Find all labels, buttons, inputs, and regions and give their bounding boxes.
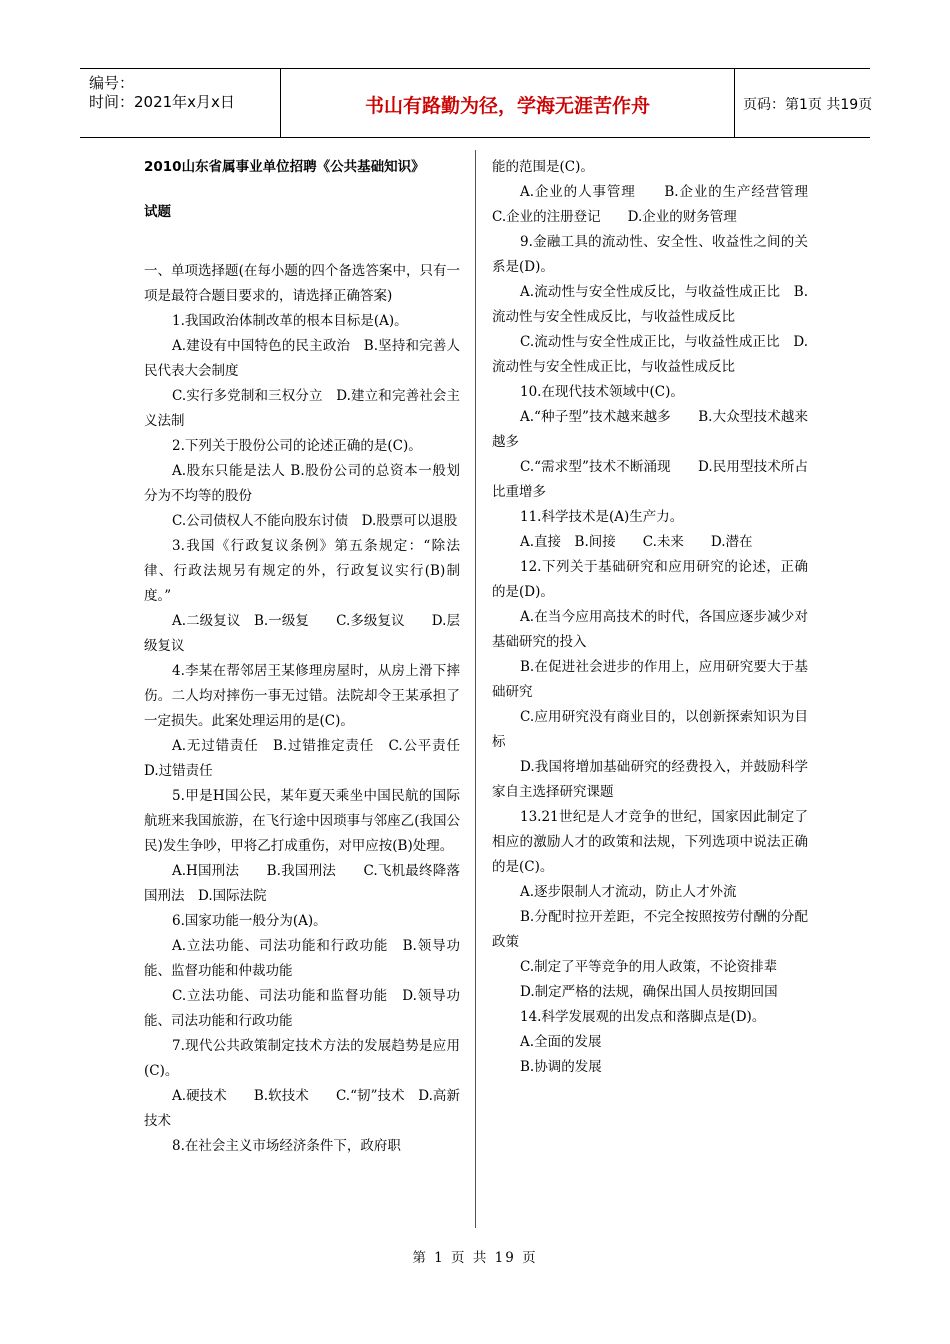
answer-options: A.流动性与安全性成反比，与收益性成正比 B.流动性与安全性成反比，与收益性成反比 bbox=[492, 284, 808, 325]
question-text: 5.甲是H国公民，某年夏天乘坐中国民航的国际航班来我国旅游，在飞行途中因琐事与邻座乙(我国公民)发生争吵，甲将乙打成重伤，对甲应按(B)处理。 bbox=[144, 788, 460, 854]
header-meta-cell bbox=[80, 69, 280, 137]
answer-options: A.立法功能、司法功能和行政功能 B.领导功能、监督功能和仲裁功能 bbox=[144, 938, 460, 979]
answer-options: C.实行多党制和三权分立 D.建立和完善社会主义法制 bbox=[144, 388, 460, 429]
answer-options: A.建设有中国特色的民主政治 B.坚持和完善人民代表大会制度 bbox=[144, 338, 460, 379]
answer-options: A.企业的人事管理 B.企业的生产经营管理 C.企业的注册登记 D.企业的财务管理 bbox=[492, 184, 822, 225]
answer-option: A.全面的发展 bbox=[520, 1034, 602, 1050]
doc-title-line1: 2010山东省属事业单位招聘《公共基础知识》 bbox=[144, 159, 425, 175]
left-column bbox=[144, 155, 474, 1159]
answer-option: C.制定了平等竞争的用人政策，不论资排辈 bbox=[520, 959, 778, 975]
question-text: 14.科学发展观的出发点和落脚点是(D)。 bbox=[520, 1009, 766, 1025]
answer-option: C.应用研究没有商业目的，以创新探索知识为目标 bbox=[492, 709, 808, 750]
header-motto-cell bbox=[280, 69, 735, 137]
question-text: 10.在现代技术领域中(C)。 bbox=[520, 384, 684, 400]
answer-options: A.直接 B.间接 C.未来 D.潜在 bbox=[520, 534, 753, 550]
page-footer: 第 1 页 共 19 页 bbox=[412, 1250, 538, 1266]
answer-options: A.二级复议 B.一级复 C.多级复议 D.层级复议 bbox=[144, 613, 460, 654]
answer-options: C.公司债权人不能向股东讨债 D.股票可以退股 bbox=[172, 513, 458, 529]
question-text: 2.下列关于股份公司的论述正确的是(C)。 bbox=[172, 438, 422, 454]
question-text: 4.李某在帮邻居王某修理房屋时，从房上滑下摔伤。二人均对摔伤一事无过错。法院却令王某承担了一定损失。此案处理运用的是(C)。 bbox=[144, 663, 460, 729]
answer-options: A.无过错责任 B.过错推定责任 C.公平责任 D.过错责任 bbox=[144, 738, 474, 779]
answer-options: A.股东只能是法人 B.股份公司的总资本一般划分为不均等的股份 bbox=[144, 463, 460, 504]
question-text: 12.下列关于基础研究和应用研究的论述，正确的是(D)。 bbox=[492, 559, 808, 600]
answer-option: A.在当今应用高技术的时代，各国应逐步减少对基础研究的投入 bbox=[492, 609, 808, 650]
answer-options: C.立法功能、司法功能和监督功能 D.领导功能、司法功能和行政功能 bbox=[144, 988, 460, 1029]
answer-options: A.H国刑法 B.我国刑法 C.飞机最终降落国刑法 D.国际法院 bbox=[144, 863, 460, 904]
number-label: 编号： bbox=[89, 74, 135, 92]
answer-options: C.流动性与安全性成正比，与收益性成正比 D.流动性与安全性成正比，与收益性成反比 bbox=[492, 334, 808, 375]
header-page-cell bbox=[735, 69, 873, 137]
time-label: 时间：2021年x月x日 bbox=[89, 93, 235, 111]
spacer bbox=[144, 225, 460, 259]
answer-option: A.逐步限制人才流动，防止人才外流 bbox=[520, 884, 737, 900]
question-text: 3.我国《行政复议条例》第五条规定：“除法律、行政法规另有规定的外，行政复议实行(B)制度。” bbox=[144, 538, 460, 604]
motto-text: 书山有路勤为径，学海无涯苦作舟 bbox=[364, 95, 650, 117]
question-text: 11.科学技术是(A)生产力。 bbox=[520, 509, 684, 525]
page-info: 页码：第1页 共19页 bbox=[743, 97, 873, 113]
doc-title-line2: 试题 bbox=[144, 204, 171, 220]
right-column bbox=[492, 155, 822, 1080]
question-text: 13.21世纪是人才竞争的世纪，国家因此制定了相应的激励人才的政策和法规，下列选项中说法正确的是(C)。 bbox=[492, 809, 808, 875]
section-heading: 一、单项选择题(在每小题的四个备选答案中，只有一项是最符合题目要求的，请选择正确答案) bbox=[144, 263, 460, 304]
question-text: 能的范围是(C)。 bbox=[492, 159, 594, 175]
page-header bbox=[80, 68, 873, 138]
answer-option: B.协调的发展 bbox=[520, 1059, 602, 1075]
column-divider bbox=[475, 150, 476, 1228]
answer-options: C.“需求型”技术不断涌现 D.民用型技术所占比重增多 bbox=[492, 459, 808, 500]
answer-option: B.在促进社会进步的作用上，应用研究要大于基础研究 bbox=[492, 659, 808, 700]
question-text: 6.国家功能一般分为(A)。 bbox=[172, 913, 327, 929]
question-text: 1.我国政治体制改革的根本目标是(A)。 bbox=[172, 313, 408, 329]
question-text: 9.金融工具的流动性、安全性、收益性之间的关系是(D)。 bbox=[492, 234, 808, 275]
question-text: 7.现代公共政策制定技术方法的发展趋势是应用(C)。 bbox=[144, 1038, 460, 1079]
question-text: 8.在社会主义市场经济条件下，政府职 bbox=[172, 1138, 401, 1154]
answer-options: A.硬技术 B.软技术 C.“韧”技术 D.高新技术 bbox=[144, 1088, 460, 1129]
answer-option: D.制定严格的法规，确保出国人员按期回国 bbox=[520, 984, 778, 1000]
answer-option: B.分配时拉开差距，不完全按照按劳付酬的分配政策 bbox=[492, 909, 808, 950]
answer-options: A.“种子型”技术越来越多 B.大众型技术越来越多 bbox=[492, 409, 808, 450]
answer-option: D.我国将增加基础研究的经费投入，并鼓励科学家自主选择研究课题 bbox=[492, 759, 808, 800]
